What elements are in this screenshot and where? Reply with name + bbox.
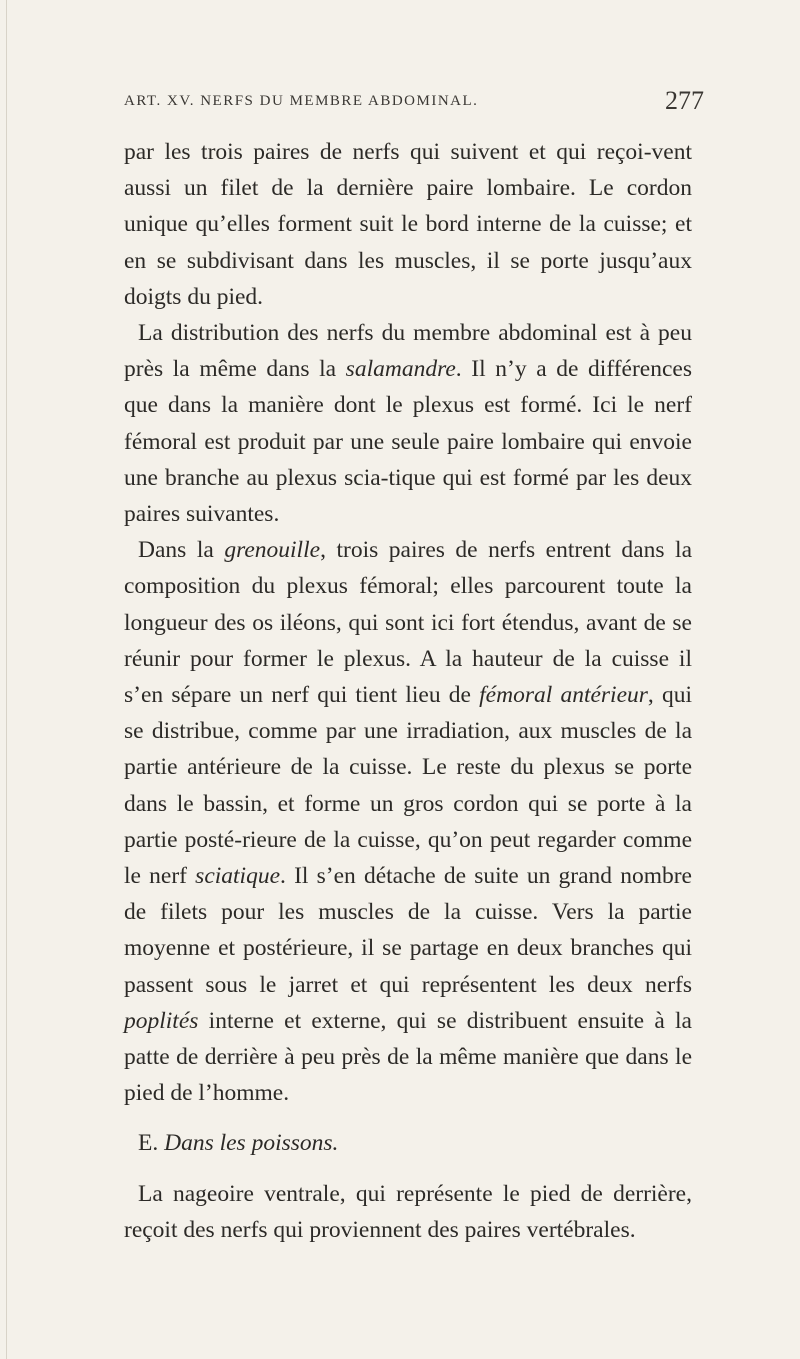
section-letter: E.: [138, 1130, 165, 1157]
paragraph-4: [124, 1176, 692, 1248]
italic-grenouille: grenouille: [224, 537, 321, 564]
section-title: Dans les poissons.: [164, 1130, 339, 1157]
paragraph-1: [124, 134, 692, 315]
running-title: ART. XV. NERFS DU MEMBRE ABDOMINAL.: [124, 93, 479, 109]
paragraph-3-text-e: interne et externe, qui se distribuent ensuite à la patte de derrière à peu près de la même manière que dans le pied de l’homme.: [124, 1007, 692, 1107]
paragraph-2-text-b: . Il n’y a de différences que dans la manière dont le plexus est formé. Ici le nerf fémoral est produit par une seule paire lombaire qui envoie une branche au plexus scia-tique qui est formé par les deux paires suivantes.: [124, 356, 692, 528]
paragraph-1-text: par les trois paires de nerfs qui suivent et qui reçoi-vent aussi un filet de la dernière paire lombaire. Le cordon unique qu’elles forment suit le bord interne de la cuisse; et en se subdivisant dans les muscles, il se porte jusqu’aux doigts du pied.: [124, 139, 692, 310]
paragraph-4-text: La nageoire ventrale, qui représente le pied de derrière, reçoit des nerfs qui proviennent des paires vertébrales.: [124, 1180, 692, 1243]
paragraph-3: [124, 532, 692, 1111]
italic-sciatique: sciatique: [195, 863, 281, 890]
page-number: 277: [665, 86, 704, 115]
italic-poplites: poplités: [124, 1007, 199, 1034]
italic-salamandre: salamandre: [345, 356, 456, 383]
paragraph-2: [124, 315, 692, 532]
section-heading: [124, 1125, 692, 1161]
paragraph-3-text-d: . Il s’en détache de suite un grand nombre de filets pour les muscles de la cuisse. Vers la partie moyenne et postérieure, il se partage en deux branches qui passent sous le jarret et qui représentent les deux nerfs: [124, 863, 692, 998]
italic-femoral-anterieur: fémoral antérieur: [479, 682, 648, 709]
body-text: [124, 134, 692, 1248]
running-head: [124, 0, 704, 115]
paragraph-2-text-a: La distribution des nerfs du membre abdominal est à peu près la même dans la: [124, 320, 692, 383]
paragraph-3-text-b: , trois paires de nerfs entrent dans la composition du plexus fémoral; elles parcourent toute la longueur des os iléons, qui sont ici fort étendus, avant de se réunir pour former le plexus. A la hauteur de la cuisse il s’en sépare un nerf qui tient lieu de: [124, 537, 692, 709]
paragraph-3-text-c: , qui se distribue, comme par une irradiation, aux muscles de la partie antérieure de la cuisse. Le reste du plexus se porte dans le bassin, et forme un gros cordon qui se porte à la partie posté-rieure de la cuisse, qu’on peut regarder comme le nerf: [124, 682, 692, 890]
paragraph-3-text-a: Dans la: [138, 537, 225, 564]
page-edge-rule: [6, 0, 7, 1359]
